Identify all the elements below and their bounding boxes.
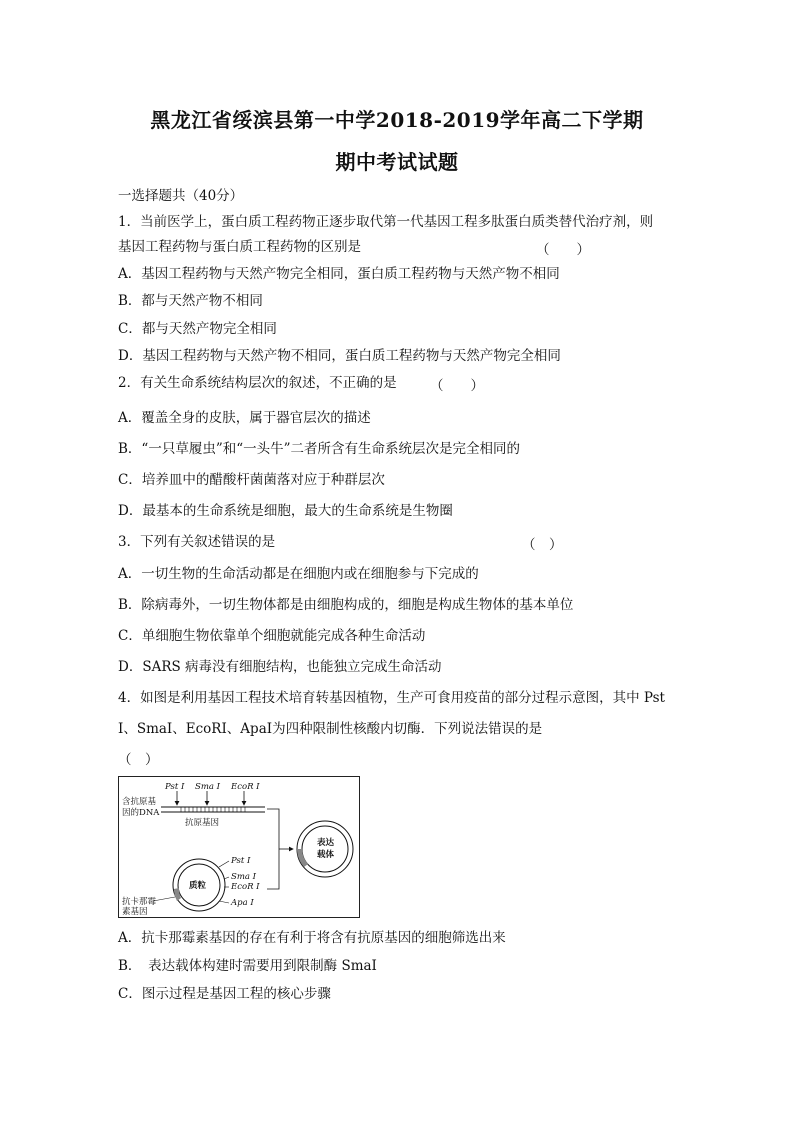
- sma-site-line: [224, 877, 229, 879]
- antigen-gene-label: 抗原基因: [185, 818, 220, 828]
- q3-option-d: D．SARS 病毒没有细胞结构，也能独立完成生命活动: [118, 659, 442, 675]
- kanamycin-pointer: [153, 897, 175, 901]
- q1-stem-line1: 1．当前医学上，蛋白质工程药物正逐步取代第一代基因工程多肽蛋白质类替代治疗剂，则: [118, 214, 654, 230]
- q3-answer-blank: （ ）: [522, 537, 563, 553]
- q2-option-d: D．最基本的生命系统是细胞，最大的生命系统是生物圈: [118, 503, 453, 519]
- pst-top-label: Pst Ⅰ: [165, 782, 185, 792]
- q2-option-a: A．覆盖全身的皮肤，属于器官层次的描述: [118, 410, 371, 426]
- eco-side-label: EcoR Ⅰ: [231, 882, 260, 892]
- q3-option-a: A．一切生物的生命活动都是在细胞内或在细胞参与下完成的: [118, 566, 479, 582]
- q4-stem-line2: Ⅰ、SmaⅠ、EcoRⅠ、ApaⅠ为四种限制性核酸内切酶．下列说法错误的是: [118, 721, 543, 737]
- dna-label-line2: 因的DNA: [122, 808, 160, 818]
- q3-option-b: B．除病毒外，一切生物体都是由细胞构成的，细胞是构成生物体的基本单位: [118, 597, 574, 613]
- q4-option-c: C．图示过程是基因工程的核心步骤: [118, 986, 331, 1002]
- q4-option-b: B． 表达载体构建时需要用到限制酶 SmaⅠ: [118, 958, 377, 974]
- sma-side-label: Sma Ⅰ: [231, 872, 257, 882]
- q2-option-b: B．“一只草履虫”和“一头牛”二者所含有生命系统层次是完全相同的: [118, 441, 521, 457]
- q2-option-c: C．培养皿中的醋酸杆菌菌落对应于种群层次: [118, 472, 385, 488]
- page-subtitle: 期中考试试题: [335, 150, 459, 174]
- q2-answer-blank: （ ）: [430, 378, 484, 394]
- q1-answer-blank: （ ）: [536, 242, 590, 258]
- page-title: 黑龙江省绥滨县第一中学2018-2019学年高二下学期: [150, 108, 644, 132]
- q1-option-c: C．都与天然产物完全相同: [118, 321, 277, 337]
- dna-label-line1: 含抗原基: [122, 797, 157, 807]
- pst-side-label: Pst Ⅰ: [231, 856, 251, 866]
- dna-strand: [161, 807, 265, 812]
- q2-stem: 2．有关生命系统结构层次的叙述，不正确的是: [118, 375, 397, 391]
- apa-site-line: [219, 901, 229, 903]
- q3-stem: 3．下列有关叙述错误的是: [118, 534, 276, 550]
- kanamycin-label-line2: 素基因: [122, 907, 148, 917]
- eco-top-label: EcoR Ⅰ: [231, 782, 260, 792]
- diagram-svg: [119, 777, 359, 917]
- q1-option-a: A．基因工程药物与天然产物完全相同，蛋白质工程药物与天然产物不相同: [118, 266, 560, 282]
- vector-label-line1: 表达: [317, 838, 335, 848]
- apa-side-label: Apa Ⅰ: [231, 898, 254, 908]
- flow-bracket: [267, 809, 279, 889]
- gene-engineering-diagram: [118, 776, 360, 918]
- pst-site-line: [219, 861, 229, 867]
- kanamycin-label-line1: 抗卡那霉: [122, 897, 157, 907]
- section-heading: 一选择题共（40分）: [118, 188, 244, 204]
- sma-top-label: Sma Ⅰ: [195, 782, 221, 792]
- vector-label-line2: 载体: [317, 850, 335, 860]
- q1-option-d: D．基因工程药物与天然产物不相同，蛋白质工程药物与天然产物完全相同: [118, 348, 561, 364]
- expression-vector-outer: [297, 821, 353, 877]
- q4-answer-blank: （ ）: [118, 752, 159, 768]
- plasmid-label: 质粒: [189, 881, 207, 891]
- q1-stem-line2: 基因工程药物与蛋白质工程药物的区别是: [118, 239, 361, 255]
- q1-option-b: B．都与天然产物不相同: [118, 293, 263, 309]
- q4-stem-line1: 4．如图是利用基因工程技术培育转基因植物，生产可食用疫苗的部分过程示意图，其中 Pst: [118, 690, 665, 706]
- q4-option-a: A．抗卡那霉素基因的存在有利于将含有抗原基因的细胞筛选出来: [118, 930, 506, 946]
- q3-option-c: C．单细胞生物依靠单个细胞就能完成各种生命活动: [118, 628, 426, 644]
- expression-vector-inner: [302, 826, 348, 872]
